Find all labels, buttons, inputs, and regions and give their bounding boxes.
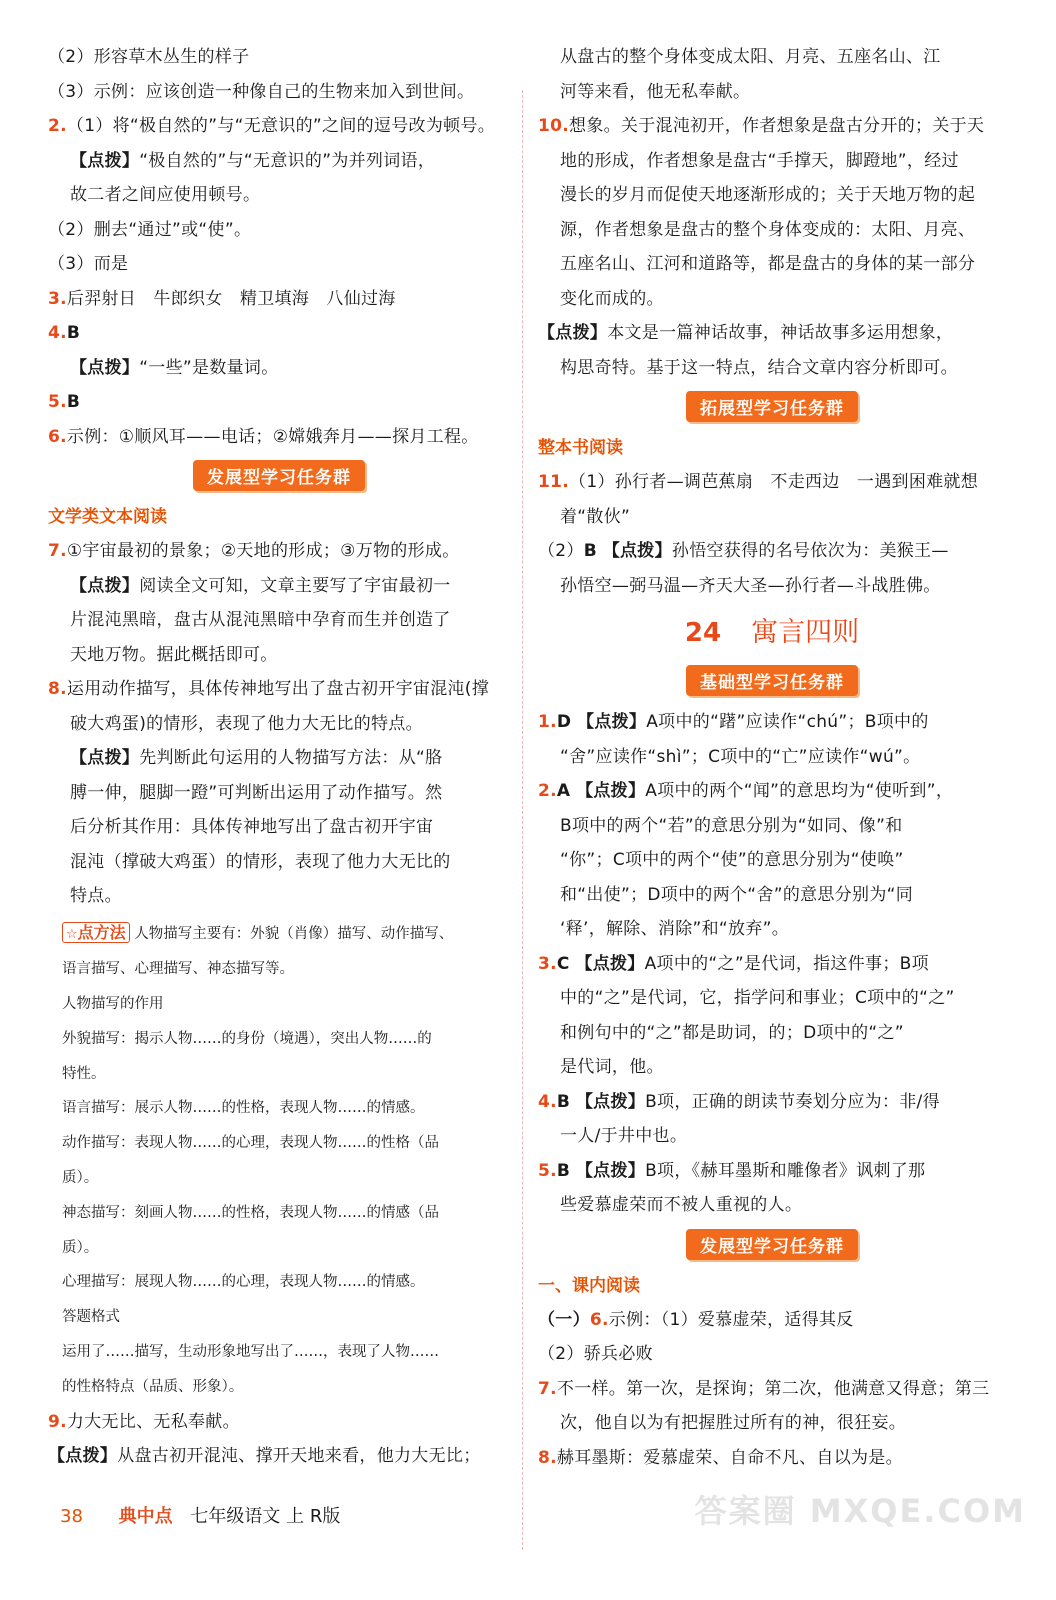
question-number: 5.	[48, 392, 67, 412]
tip-text: 先判断此句运用的人物描写方法：从“胳	[139, 748, 443, 768]
page-footer	[60, 1502, 340, 1528]
question-b3	[538, 947, 1006, 982]
watermark: 答案圈 MXQE.COM	[694, 1492, 1026, 1530]
question-number: 3.	[48, 288, 67, 309]
method-tag-label: 点方法	[77, 922, 126, 942]
question-5	[48, 385, 510, 420]
method-line: 神态描写：刻画人物……的性格，表现人物……的情感（品	[62, 1204, 439, 1221]
question-number: 11.	[538, 472, 570, 492]
section-banner	[48, 454, 510, 500]
tip-tag: 【点拨】	[538, 323, 608, 343]
tip-text: “一些”是数量词。	[139, 357, 279, 378]
book-title: 七年级语文 上 R版	[190, 1506, 341, 1527]
tip-line: 从盘古的整个身体变成太阳、月亮、五座名山、江	[560, 47, 941, 67]
tip-tag: 【点拨】	[577, 712, 647, 732]
question-b4	[538, 1085, 1006, 1120]
answer-choice: B	[556, 1160, 571, 1181]
question-number: 2.	[538, 781, 557, 801]
tip-line: ‘释’，解除、消除”和“放弃”。	[560, 919, 790, 939]
tip-text: “极自然的”与“无意识的”为并列词语，	[139, 150, 436, 171]
method-line: 答题格式	[62, 1309, 120, 1326]
question-number: 4.	[538, 1091, 557, 1112]
question-b1	[538, 705, 1006, 740]
answer-text: 想象。关于混沌初开，作者想象是盘古分开的；关于天	[569, 116, 985, 136]
method-line: 质）。	[62, 1170, 99, 1187]
question-b2	[538, 774, 1006, 809]
tip-line: “舍”应读作“shì”；C项中的“亡”应读作“wú”。	[560, 746, 921, 767]
tip-line: 中的“之”是代词，它，指学问和事业；C项中的“之”	[560, 988, 955, 1008]
tip-line	[538, 316, 1006, 351]
method-line: 运用了……描写，生动形象地写出了……，表现了人物……	[62, 1344, 439, 1361]
lesson-title	[538, 607, 1006, 659]
column-divider	[522, 90, 523, 1550]
right-column	[538, 40, 1006, 1475]
question-number: 7.	[538, 1378, 557, 1399]
tip-text: 本文是一篇神话故事，神话故事多运用想象，	[607, 323, 954, 343]
answer-line: 地的形成，作者想象是盘古“手撑天，脚蹬地”，经过	[560, 150, 959, 171]
question-c7	[538, 1372, 1006, 1407]
question-number: 5.	[538, 1160, 557, 1181]
answer-line: 源，作者想象是盘古的整个身体变成的：太阳、月亮、	[560, 219, 976, 240]
tip-line: 膊一伸，腿脚一蹬”可判断出运用了动作描写。然	[70, 782, 443, 803]
answer-choice: B	[583, 541, 597, 561]
banner-label: 基础型学习任务群	[686, 665, 858, 696]
section-banner	[538, 385, 1006, 431]
answer-text: 示例：（1）爱慕虚荣，适得其反	[608, 1309, 854, 1330]
method-line: 语言描写：展示人物……的性格，表现人物……的情感。	[62, 1100, 425, 1117]
answer-text: 运用动作描写，具体传神地写出了盘古初开宇宙混沌(撑	[66, 679, 490, 699]
tip-line: 一人/于井中也。	[560, 1126, 688, 1146]
method-line: 语言描写、心理描写、神态描写等。	[62, 961, 294, 978]
answer-line	[538, 534, 1006, 569]
sub-number: （2）	[538, 541, 584, 561]
method-line: 动作描写：表现人物……的心理，表现人物……的性格（品	[62, 1135, 439, 1152]
question-7	[48, 534, 510, 569]
question-number: 4.	[48, 323, 67, 343]
question-3	[48, 282, 510, 317]
section-banner	[538, 1223, 1006, 1269]
tip-line: 后分析其作用：具体传神地写出了盘古初开宇宙	[70, 817, 434, 837]
answer-choice: B	[66, 323, 81, 343]
answer-choice: C	[556, 953, 570, 974]
tip-line: B项中的两个“若”的意思分别为“如同、像”和	[560, 815, 903, 836]
tip-text: 从盘古初开混沌、撑开天地来看，他力大无比；	[117, 1446, 481, 1467]
answer-line: 漫长的岁月而促使天地逐渐形成的；关于天地万物的起	[560, 185, 976, 205]
answer-text: （1）将“极自然的”与“无意识的”之间的逗号改为顿号。	[66, 116, 496, 136]
answer-choice: B	[556, 1091, 571, 1112]
tip-line: 河等来看，他无私奉献。	[560, 81, 751, 102]
tip-line: 些爱慕虚荣而不被人重视的人。	[560, 1195, 803, 1215]
answer-line: 着“散伙”	[560, 506, 631, 527]
brand-logo: 典中点	[118, 1506, 173, 1527]
tip-line: 是代词，他。	[560, 1057, 664, 1077]
tip-text: A项中的“躇”应读作“chú”；B项中的	[646, 712, 929, 732]
answer-text: 不一样。第一次，是探询；第二次，他满意又得意；第三	[556, 1378, 990, 1399]
tip-line	[48, 351, 510, 386]
tip-tag: 【点拨】	[575, 1160, 646, 1181]
tip-line: 故二者之间应使用顿号。	[70, 185, 261, 205]
question-number: 2.	[48, 116, 67, 136]
answer-line: 五座名山、江河和道路等，都是盘古的身体的某一部分	[560, 254, 976, 274]
question-9	[48, 1405, 510, 1440]
tip-line: 和“出使”；D项中的两个“舍”的意思分别为“同	[560, 884, 914, 905]
question-8	[48, 672, 510, 707]
answer-line: （3）示例：应该创造一种像自己的生物来加入到世间。	[48, 81, 475, 102]
tip-tag: 【点拨】	[70, 357, 140, 378]
tip-tag: 【点拨】	[70, 150, 140, 171]
answer-line: 破大鸡蛋)的情形，表现了他力大无比的特点。	[70, 713, 423, 734]
tip-text: B项，正确的朗读节奏划分应为：非/得	[645, 1091, 940, 1112]
method-line: 外貌描写：揭示人物……的身份（境遇），突出人物……的	[62, 1030, 432, 1047]
question-number: 6.	[48, 426, 67, 447]
question-2	[48, 109, 510, 144]
answer-choice: D	[556, 712, 572, 732]
tip-tag: 【点拨】	[70, 748, 140, 768]
method-box	[62, 916, 510, 1405]
method-line: 心理描写：展现人物……的心理，表现人物……的情感。	[62, 1274, 425, 1291]
question-c6	[538, 1303, 1006, 1338]
tip-text: B项，《赫耳墨斯和雕像者》讽刺了那	[645, 1160, 926, 1181]
question-11	[538, 465, 1006, 500]
tip-tag: 【点拨】	[575, 1091, 646, 1112]
tip-tag: 【点拨】	[602, 541, 672, 561]
method-tag	[62, 922, 130, 943]
method-line: 特性。	[62, 1065, 106, 1082]
tip-tag: 【点拨】	[575, 953, 645, 974]
method-line: 质）。	[62, 1239, 99, 1256]
lesson-name: 寓言四则	[751, 617, 860, 648]
banner-label: 发展型学习任务群	[193, 460, 365, 491]
question-b5	[538, 1154, 1006, 1189]
tip-text: A项中的两个“闻”的意思均为“使听到”，	[645, 781, 954, 801]
answer-line: （3）而是	[48, 254, 129, 274]
section-banner	[538, 659, 1006, 705]
answer-line: （2）骄兵必败	[538, 1344, 653, 1364]
tip-text: 孙悟空获得的名号依次为：美猴王—	[671, 541, 949, 561]
tip-text: 阅读全文可知，文章主要写了宇宙最初一	[139, 575, 451, 596]
tip-line	[48, 144, 510, 179]
tip-line: 特点。	[70, 886, 122, 906]
tip-line: 片混沌黑暗，盘古从混沌黑暗中孕育而生并创造了	[70, 610, 451, 630]
tip-tag: 【点拨】	[576, 781, 646, 801]
question-number: 10.	[538, 116, 570, 136]
question-number: 8.	[538, 1447, 557, 1468]
tip-line: 孙悟空—弼马温—齐天大圣—孙行者—斗战胜佛。	[560, 575, 941, 596]
banner-label: 发展型学习任务群	[686, 1229, 858, 1260]
answer-choice: A	[556, 781, 571, 801]
method-line: 人物描写的作用	[62, 996, 164, 1013]
sub-heading: 一、课内阅读	[538, 1275, 640, 1296]
question-4	[48, 316, 510, 351]
question-6	[48, 420, 510, 455]
method-text: 人物描写主要有：外貌（肖像）描写、动作描写、	[134, 925, 454, 942]
sub-number: （一）	[538, 1309, 590, 1330]
answer-text: 赫耳墨斯：爱慕虚荣、自命不凡、自以为是。	[556, 1447, 903, 1468]
star-icon: ☆	[66, 926, 78, 942]
question-number: 8.	[48, 679, 67, 699]
answer-text: 示例：①顺风耳——电话；②嫦娥奔月——探月工程。	[66, 426, 479, 447]
answer-line: 变化而成的。	[560, 288, 664, 309]
sub-heading: 文学类文本阅读	[48, 507, 167, 527]
question-number: 1.	[538, 712, 557, 732]
tip-tag: 【点拨】	[48, 1446, 118, 1467]
sub-heading: 整本书阅读	[538, 438, 623, 458]
tip-text: A项中的“之”是代词，指这件事；B项	[644, 953, 929, 974]
answer-line: 次，他自以为有把握胜过所有的神，很狂妄。	[560, 1413, 906, 1433]
answer-text: （1）孙行者—调芭蕉扇 不走西边 一遇到困难就想	[569, 472, 979, 492]
question-number: 3.	[538, 953, 557, 974]
question-number: 7.	[48, 541, 67, 561]
left-column	[48, 40, 510, 1474]
tip-line	[48, 741, 510, 776]
answer-line: （2）形容草木丛生的样子	[48, 47, 250, 67]
tip-line: 构思奇特。基于这一特点，结合文章内容分析即可。	[560, 357, 958, 378]
question-c8	[538, 1441, 1006, 1476]
tip-line	[48, 1439, 510, 1474]
answer-text: 力大无比、无私奉献。	[66, 1411, 240, 1432]
answer-text: ①宇宙最初的景象；②天地的形成；③万物的形成。	[66, 541, 460, 561]
tip-line: 天地万物。据此概括即可。	[70, 644, 278, 665]
question-10	[538, 109, 1006, 144]
tip-line	[48, 569, 510, 604]
tip-tag: 【点拨】	[70, 575, 140, 596]
method-line: 的性格特点（品质、形象）。	[62, 1378, 244, 1395]
lesson-number: 24	[684, 618, 722, 648]
answer-line: （2）删去“通过”或“使”。	[48, 219, 252, 240]
answer-text: 后羿射日 牛郎织女 精卫填海 八仙过海	[66, 288, 396, 309]
tip-line: 和例句中的“之”都是助词，的；D项中的“之”	[560, 1022, 904, 1043]
question-number: 6.	[589, 1309, 609, 1330]
answer-choice: B	[66, 392, 81, 412]
question-number: 9.	[48, 1411, 67, 1432]
page-number: 38	[60, 1506, 83, 1527]
method-line	[62, 916, 510, 953]
tip-line: “你”；C项中的两个“使”的意思分别为“使唤”	[560, 850, 904, 870]
tip-line: 混沌（撑破大鸡蛋）的情形，表现了他力大无比的	[70, 851, 451, 872]
banner-label: 拓展型学习任务群	[686, 391, 858, 422]
